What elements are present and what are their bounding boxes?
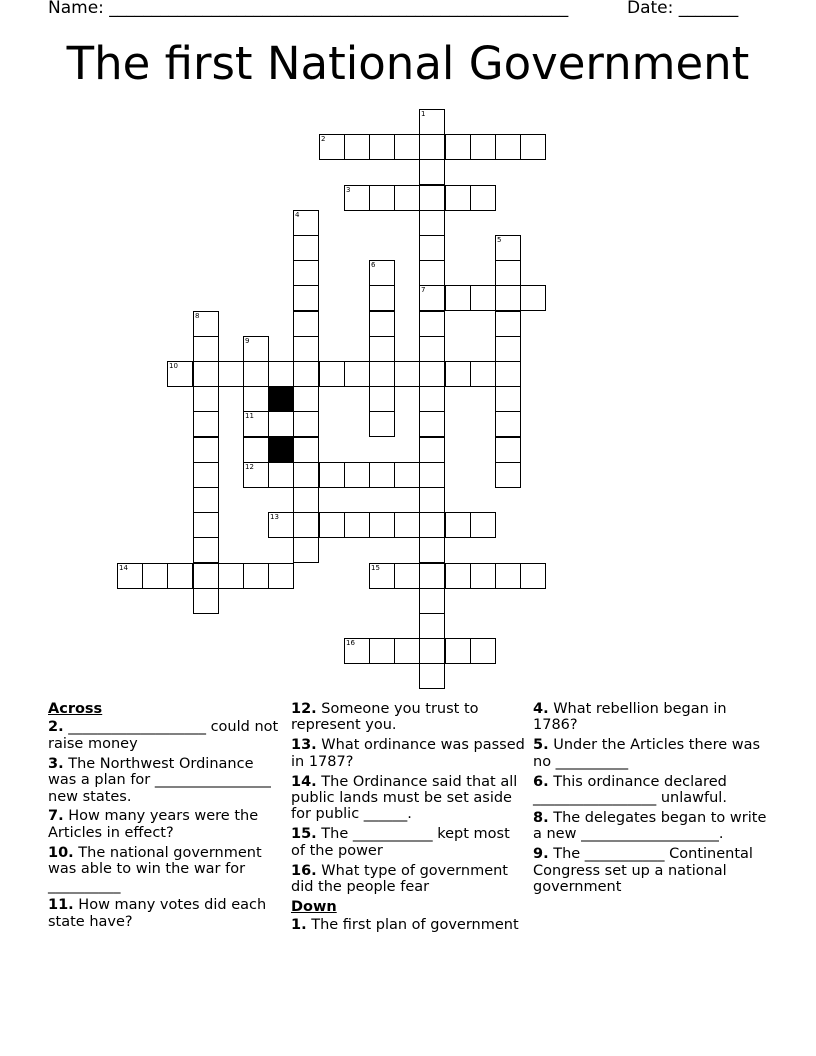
- grid-cell[interactable]: [193, 386, 219, 412]
- grid-cell[interactable]: [495, 386, 521, 412]
- clue-number: 12.: [291, 701, 317, 717]
- grid-cell[interactable]: [243, 411, 269, 437]
- grid-cell[interactable]: [193, 537, 219, 563]
- grid-cell[interactable]: [293, 537, 319, 563]
- grid-cell[interactable]: [369, 285, 395, 311]
- grid-cell[interactable]: [470, 134, 496, 160]
- grid-cell[interactable]: [193, 462, 219, 488]
- grid-cell[interactable]: [293, 386, 319, 412]
- grid-cell[interactable]: [293, 361, 319, 387]
- clues-column-3: [533, 701, 769, 899]
- grid-cell[interactable]: [117, 563, 143, 589]
- grid-block-cell: [268, 437, 294, 463]
- clue-text: This ordinance declared _________________ unlawful.: [533, 773, 727, 807]
- grid-cell[interactable]: [344, 361, 370, 387]
- grid-cell[interactable]: [344, 185, 370, 211]
- grid-cell[interactable]: [293, 462, 319, 488]
- cell-number: 8: [195, 312, 200, 320]
- grid-cell[interactable]: [193, 588, 219, 614]
- clue-across-2: [48, 719, 284, 752]
- grid-cell[interactable]: [369, 185, 395, 211]
- grid-cell[interactable]: [369, 563, 395, 589]
- clue-down-8: [533, 810, 769, 843]
- grid-block-cell: [268, 386, 294, 412]
- grid-cell[interactable]: [293, 285, 319, 311]
- clue-text: How many years were the Articles in effect?: [48, 808, 259, 841]
- clue-across-12: [291, 701, 527, 734]
- grid-cell[interactable]: [293, 512, 319, 538]
- grid-cell[interactable]: [369, 638, 395, 664]
- grid-cell[interactable]: [495, 336, 521, 362]
- clue-across-7: [48, 808, 284, 841]
- clue-across-13: [291, 737, 527, 770]
- clue-across-15: [291, 826, 527, 859]
- grid-cell[interactable]: [167, 361, 193, 387]
- clue-text: The delegates began to write a new ___________________.: [533, 809, 767, 843]
- grid-cell[interactable]: [193, 411, 219, 437]
- across-heading: Across: [48, 701, 103, 717]
- clue-text: The Ordinance said that all public lands must be set aside for public ______.: [291, 773, 518, 823]
- grid-cell[interactable]: [445, 512, 471, 538]
- grid-cell[interactable]: [268, 411, 294, 437]
- clue-text: Under the Articles there was no __________: [533, 737, 761, 770]
- clue-number: 8.: [533, 809, 549, 826]
- grid-cell[interactable]: [319, 512, 345, 538]
- grid-cell[interactable]: [344, 638, 370, 664]
- cell-number: 4: [295, 211, 300, 219]
- grid-cell[interactable]: [319, 361, 345, 387]
- grid-cell[interactable]: [293, 487, 319, 513]
- grid-cell[interactable]: [470, 512, 496, 538]
- grid-cell[interactable]: [193, 336, 219, 362]
- clue-text: What type of government did the people fear: [291, 862, 508, 896]
- grid-cell[interactable]: [394, 638, 420, 664]
- grid-cell[interactable]: [268, 563, 294, 589]
- grid-cell[interactable]: [495, 235, 521, 261]
- grid-cell[interactable]: [369, 361, 395, 387]
- clue-text: What ordinance was passed in 1787?: [291, 737, 525, 770]
- grid-cell[interactable]: [293, 411, 319, 437]
- grid-cell[interactable]: [419, 134, 445, 160]
- cell-number: 5: [497, 236, 502, 244]
- grid-cell[interactable]: [445, 361, 471, 387]
- grid-cell[interactable]: [243, 336, 269, 362]
- cell-number: 1: [421, 110, 426, 118]
- grid-cell[interactable]: [470, 185, 496, 211]
- grid-cell[interactable]: [419, 462, 445, 488]
- grid-cell[interactable]: [495, 411, 521, 437]
- grid-cell[interactable]: [419, 336, 445, 362]
- grid-cell[interactable]: [419, 159, 445, 185]
- grid-cell[interactable]: [369, 260, 395, 286]
- grid-cell[interactable]: [495, 134, 521, 160]
- cell-number: 2: [321, 135, 326, 143]
- clue-across-3: [48, 756, 284, 805]
- grid-cell[interactable]: [419, 512, 445, 538]
- down-heading: Down: [291, 898, 337, 915]
- grid-cell[interactable]: [495, 361, 521, 387]
- grid-cell[interactable]: [470, 361, 496, 387]
- clue-text: How many votes did each state have?: [48, 897, 267, 930]
- page-title: The first National Government: [66, 37, 750, 90]
- grid-cell[interactable]: [369, 134, 395, 160]
- grid-cell[interactable]: [344, 134, 370, 160]
- grid-cell[interactable]: [268, 462, 294, 488]
- grid-cell[interactable]: [394, 361, 420, 387]
- grid-cell[interactable]: [495, 260, 521, 286]
- grid-cell[interactable]: [369, 462, 395, 488]
- clue-text: The first plan of government: [306, 917, 519, 934]
- grid-cell[interactable]: [344, 512, 370, 538]
- grid-cell[interactable]: [319, 134, 345, 160]
- grid-cell[interactable]: [419, 437, 445, 463]
- grid-cell[interactable]: [419, 613, 445, 639]
- cell-number: 16: [346, 639, 355, 647]
- grid-cell[interactable]: [419, 235, 445, 261]
- grid-cell[interactable]: [445, 563, 471, 589]
- grid-cell[interactable]: [419, 311, 445, 337]
- grid-cell[interactable]: [293, 210, 319, 236]
- clue-across-11: [48, 897, 284, 930]
- grid-cell[interactable]: [243, 437, 269, 463]
- grid-cell[interactable]: [268, 361, 294, 387]
- grid-cell[interactable]: [394, 462, 420, 488]
- clue-number: 10.: [48, 844, 74, 861]
- cell-number: 12: [245, 463, 254, 471]
- grid-cell[interactable]: [243, 462, 269, 488]
- grid-cell[interactable]: [419, 537, 445, 563]
- grid-cell[interactable]: [293, 260, 319, 286]
- grid-cell[interactable]: [193, 512, 219, 538]
- clue-down-4: [533, 701, 769, 734]
- clue-down-9: [533, 846, 769, 895]
- grid-cell[interactable]: [419, 109, 445, 135]
- clue-number: 6.: [533, 773, 549, 790]
- grid-cell[interactable]: [419, 361, 445, 387]
- grid-cell[interactable]: [520, 285, 546, 311]
- grid-cell[interactable]: [218, 361, 244, 387]
- grid-cell[interactable]: [470, 285, 496, 311]
- grid-cell[interactable]: [520, 134, 546, 160]
- grid-cell[interactable]: [419, 285, 445, 311]
- clue-number: 2.: [48, 719, 64, 736]
- grid-cell[interactable]: [369, 311, 395, 337]
- grid-cell[interactable]: [495, 462, 521, 488]
- grid-cell[interactable]: [419, 260, 445, 286]
- grid-cell[interactable]: [293, 311, 319, 337]
- clue-text: The Northwest Ordinance was a plan for ________________ new states.: [48, 755, 271, 805]
- grid-cell[interactable]: [445, 638, 471, 664]
- cell-number: 10: [169, 362, 178, 370]
- clue-number: 7.: [48, 808, 64, 825]
- cell-number: 13: [270, 513, 279, 521]
- grid-cell[interactable]: [293, 336, 319, 362]
- grid-cell[interactable]: [495, 437, 521, 463]
- grid-cell[interactable]: [218, 563, 244, 589]
- clue-number: 9.: [533, 846, 549, 863]
- grid-cell[interactable]: [369, 411, 395, 437]
- grid-cell[interactable]: [470, 563, 496, 589]
- clue-across-16: [291, 863, 527, 896]
- grid-cell[interactable]: [243, 361, 269, 387]
- grid-cell[interactable]: [193, 487, 219, 513]
- cell-number: 3: [346, 186, 351, 194]
- clue-down-1: [291, 917, 527, 933]
- grid-cell[interactable]: [445, 134, 471, 160]
- grid-cell[interactable]: [193, 563, 219, 589]
- grid-cell[interactable]: [319, 462, 345, 488]
- clues-column-1: [48, 701, 284, 934]
- grid-cell[interactable]: [268, 512, 294, 538]
- clue-text: The ___________ kept most of the power: [291, 826, 510, 859]
- grid-cell[interactable]: [419, 563, 445, 589]
- grid-cell[interactable]: [293, 235, 319, 261]
- grid-cell[interactable]: [445, 185, 471, 211]
- grid-cell[interactable]: [495, 311, 521, 337]
- grid-cell[interactable]: [419, 210, 445, 236]
- grid-cell[interactable]: [419, 588, 445, 614]
- date-field-label: Date: _______: [627, 0, 739, 18]
- clue-text: The national government was able to win the war for __________: [48, 844, 262, 894]
- clue-number: 14.: [291, 773, 317, 790]
- grid-cell[interactable]: [344, 462, 370, 488]
- grid-cell[interactable]: [495, 285, 521, 311]
- clue-text: ___________________ could not raise money: [48, 719, 279, 752]
- clues-column-2: [291, 701, 527, 937]
- grid-cell[interactable]: [520, 563, 546, 589]
- clue-number: 1.: [291, 917, 307, 934]
- cell-number: 14: [119, 564, 128, 572]
- grid-cell[interactable]: [369, 336, 395, 362]
- grid-cell[interactable]: [419, 185, 445, 211]
- clue-number: 5.: [533, 737, 549, 754]
- grid-cell[interactable]: [394, 563, 420, 589]
- clue-text: The ___________ Continental Congress set up a national government: [533, 846, 753, 896]
- grid-cell[interactable]: [419, 411, 445, 437]
- clue-across-14: [291, 774, 527, 823]
- grid-cell[interactable]: [142, 563, 168, 589]
- clue-down-6: [533, 774, 769, 807]
- grid-cell[interactable]: [419, 487, 445, 513]
- grid-cell[interactable]: [193, 311, 219, 337]
- clue-number: 13.: [291, 737, 317, 754]
- grid-cell[interactable]: [369, 512, 395, 538]
- grid-cell[interactable]: [193, 437, 219, 463]
- clue-number: 11.: [48, 897, 74, 914]
- grid-cell[interactable]: [419, 638, 445, 664]
- grid-cell[interactable]: [293, 437, 319, 463]
- grid-cell[interactable]: [495, 563, 521, 589]
- grid-cell[interactable]: [243, 563, 269, 589]
- clue-text: Someone you trust to represent you.: [291, 701, 479, 734]
- clue-number: 4.: [533, 701, 549, 717]
- cell-number: 7: [421, 286, 426, 294]
- cell-number: 15: [371, 564, 380, 572]
- grid-cell[interactable]: [193, 361, 219, 387]
- cell-number: 9: [245, 337, 250, 345]
- clue-text: What rebellion began in 1786?: [533, 701, 727, 734]
- grid-cell[interactable]: [394, 134, 420, 160]
- clue-down-5: [533, 737, 769, 770]
- cell-number: 11: [245, 412, 254, 420]
- name-field-label: Name: ______________________________________________________: [48, 0, 569, 18]
- grid-cell[interactable]: [445, 285, 471, 311]
- grid-cell[interactable]: [394, 185, 420, 211]
- grid-cell[interactable]: [470, 638, 496, 664]
- grid-cell[interactable]: [419, 663, 445, 689]
- grid-cell[interactable]: [167, 563, 193, 589]
- clue-across-10: [48, 845, 284, 894]
- clue-number: 3.: [48, 755, 64, 772]
- clue-number: 15.: [291, 826, 317, 843]
- grid-cell[interactable]: [369, 386, 395, 412]
- grid-cell[interactable]: [419, 386, 445, 412]
- grid-cell[interactable]: [243, 386, 269, 412]
- grid-cell[interactable]: [394, 512, 420, 538]
- cell-number: 6: [371, 261, 376, 269]
- clue-number: 16.: [291, 862, 317, 879]
